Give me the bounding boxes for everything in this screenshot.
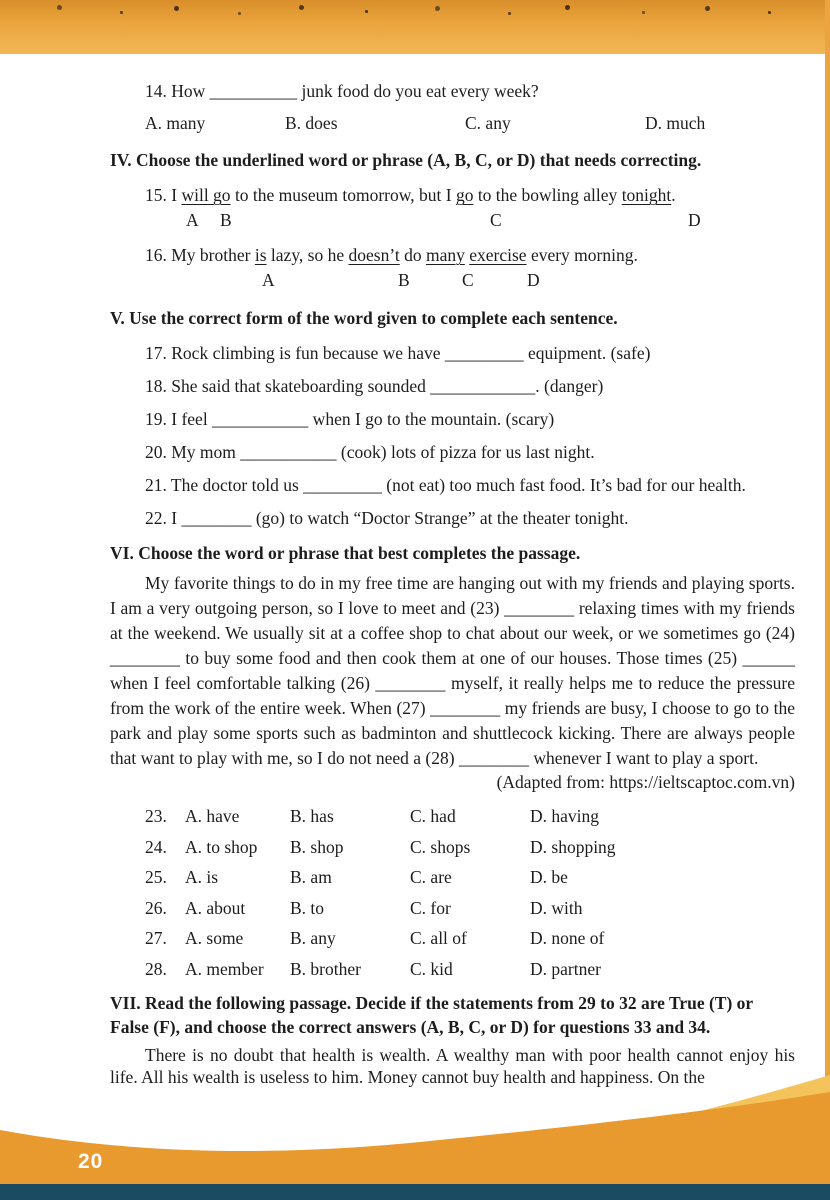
option-a: A. some — [185, 928, 244, 948]
answer-grid-row — [145, 862, 795, 893]
answer-label-a: A — [186, 210, 199, 230]
option-c: C. kid — [410, 958, 453, 979]
option-a: A. many — [145, 113, 206, 133]
underlined-segment: many — [425, 245, 465, 265]
option-d: D. be — [530, 867, 568, 887]
option-d: D. much — [645, 113, 706, 133]
answer-label-b: B — [220, 210, 232, 230]
question-number: 27. — [145, 928, 167, 948]
option-c: C. are — [410, 867, 452, 887]
option-b: B. any — [290, 928, 336, 948]
option-a: A. is — [185, 867, 219, 887]
underlined-segment: will go — [181, 185, 231, 205]
underlined-segment: go — [455, 185, 474, 205]
answer-grid-row — [145, 954, 795, 985]
option-c: C. any — [465, 113, 511, 133]
option-a: A. to shop — [185, 836, 258, 857]
source-attribution: (Adapted from: https://ieltscaptoc.com.vn) — [496, 772, 795, 792]
option-d: D. having — [530, 806, 600, 826]
option-d: D. shopping — [530, 836, 616, 857]
page-content — [0, 54, 830, 1088]
section-iv-heading: IV. Choose the underlined word or phrase (A, B, C, or D) that needs correcting. — [110, 150, 702, 170]
answer-label-c: C — [490, 210, 502, 230]
option-b: B. has — [290, 806, 334, 826]
option-d: D. with — [530, 897, 583, 918]
option-c: C. all of — [410, 928, 467, 948]
top-decor-band — [0, 0, 830, 54]
cloze-passage: My favorite things to do in my free time are hanging out with my friends and playing sports. I am a very outgoing person, so I love to meet and (23) ________ relaxing times with my friends at the weekend. We usually sit at a coffee shop to chat about our week, or we sometimes go (24) ________ to buy some food and then cook them at one of our houses. Those times (25) ______ when I feel comfortable talking (26) ________ myself, it really helps me to reduce the pressure from the work of the entire week. When (27) ________ my friends are busy, I choose to go to the park and play some sports such as badminton and shuttlecock kicking. There are always people that want to play with me, so I do not need a (28) ________ whenever I want to play a sport. — [110, 573, 795, 768]
underlined-segment: exercise — [469, 245, 527, 265]
reading-passage: There is no doubt that health is wealth. A wealthy man with poor health cannot enjoy his life. All his wealth is useless to him. Money cannot buy health and happiness. On the — [110, 1045, 795, 1087]
sentence-segment: to the bowling alley — [473, 185, 622, 205]
option-b: B. am — [290, 867, 332, 887]
option-c: C. had — [410, 806, 456, 826]
question-16 — [145, 244, 795, 266]
option-c: C. shops — [410, 836, 471, 857]
option-d: D. partner — [530, 958, 601, 979]
option-b: B. shop — [290, 836, 344, 857]
underlined-segment: is — [254, 245, 267, 265]
question-14: 14. How __________ junk food do you eat every week? — [145, 81, 539, 101]
option-d: D. none of — [530, 928, 605, 948]
answer-grid — [110, 801, 795, 984]
underlined-segment: doesn’t — [348, 245, 400, 265]
question-17: 17. Rock climbing is fun because we have _________ equipment. (safe) — [145, 343, 651, 363]
answer-label-d: D — [688, 210, 701, 230]
option-b: B. brother — [290, 958, 361, 979]
decor-dots — [0, 5, 3, 8]
section-vi-heading: VI. Choose the word or phrase that best completes the passage. — [110, 543, 581, 563]
question-16-answer-labels — [110, 270, 795, 292]
question-18: 18. She said that skateboarding sounded ____________. (danger) — [145, 376, 604, 396]
section-vii-heading: VII. Read the following passage. Decide if the statements from 29 to 32 are True (T) or False (F), and choose the correct answers (A, B, C, or D) for questions 33 and 34. — [110, 993, 753, 1037]
footer-decoration — [0, 1050, 830, 1200]
question-number: 23. — [145, 806, 167, 826]
underlined-segment: tonight — [621, 185, 672, 205]
question-20: 20. My mom ___________ (cook) lots of pizza for us last night. — [145, 442, 595, 462]
answer-grid-row — [145, 923, 795, 954]
question-number: 25. — [145, 867, 167, 887]
question-number: 28. — [145, 958, 167, 979]
question-number: 26. — [145, 897, 167, 918]
sentence-segment: . — [671, 185, 676, 205]
question-15 — [145, 184, 795, 206]
option-b: B. to — [290, 897, 325, 918]
question-number: 24. — [145, 836, 167, 857]
sentence-segment: do — [399, 245, 426, 265]
question-21: 21. The doctor told us _________ (not eat) too much fast food. It’s bad for our health. — [145, 475, 746, 495]
sentence-segment: 16. My brother — [145, 245, 255, 265]
option-a: A. member — [185, 958, 264, 979]
sentence-segment: to the museum tomorrow, but I — [230, 185, 456, 205]
question-19: 19. I feel ___________ when I go to the mountain. (scary) — [145, 409, 555, 429]
footer-orange-curve — [0, 1092, 830, 1200]
question-14-options — [145, 112, 795, 134]
answer-grid-row — [145, 832, 795, 863]
sentence-segment: lazy, so he — [266, 245, 349, 265]
footer-navy-bar — [0, 1184, 830, 1200]
question-15-answer-labels — [110, 210, 795, 232]
page-number: 20 — [78, 1150, 104, 1173]
sentence-segment: every morning. — [526, 245, 638, 265]
question-22: 22. I ________ (go) to watch “Doctor Strange” at the theater tonight. — [145, 508, 629, 528]
option-a: A. about — [185, 897, 246, 918]
answer-grid-row — [145, 801, 795, 832]
option-a: A. have — [185, 806, 240, 826]
answer-grid-row — [145, 893, 795, 924]
sentence-segment: 15. I — [145, 185, 182, 205]
answer-label-a: A — [262, 270, 275, 290]
option-b: B. does — [285, 113, 338, 133]
answer-label-b: B — [398, 270, 410, 290]
answer-label-d: D — [527, 270, 540, 290]
answer-label-c: C — [462, 270, 474, 290]
option-c: C. for — [410, 897, 451, 918]
section-v-heading: V. Use the correct form of the word given to complete each sentence. — [110, 308, 618, 328]
